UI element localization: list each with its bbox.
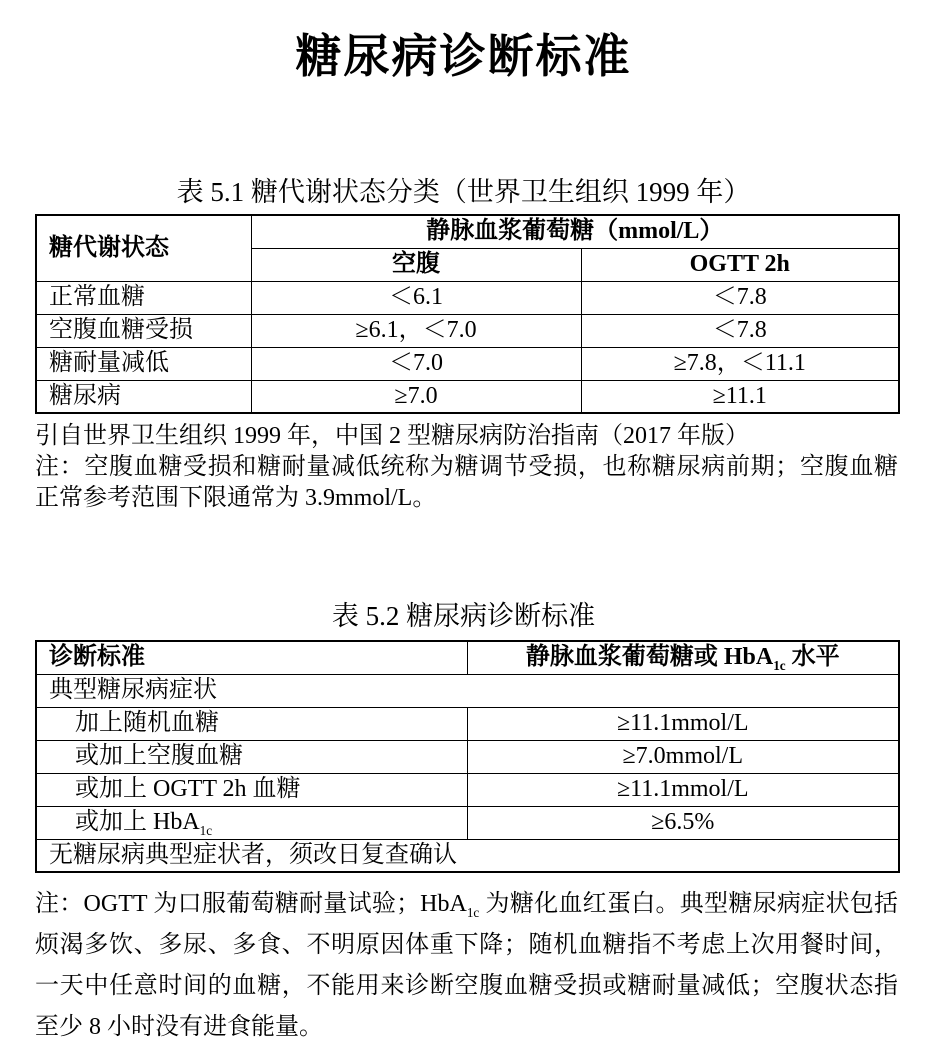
header-value-suffix: 水平 xyxy=(785,644,840,671)
table-row xyxy=(36,773,899,806)
state-cell: 糖耐量减低 xyxy=(36,347,251,380)
fasting-cell: ＜7.0 xyxy=(251,347,581,380)
state-cell: 糖尿病 xyxy=(36,380,251,413)
hba1c-subscript: 1c xyxy=(199,822,213,838)
fasting-cell: ≥7.0 xyxy=(251,380,581,413)
table-row xyxy=(36,347,899,380)
value-cell: ≥6.5% xyxy=(467,806,899,839)
glucose-classification-table xyxy=(35,214,900,414)
table1-caption: 表 5.1 糖代谢状态分类（世界卫生组织 1999 年） xyxy=(176,177,751,207)
typical-symptoms-cell: 典型糖尿病症状 xyxy=(36,674,899,707)
note-suffix: 为糖化血红蛋白。典型糖尿病症状包括烦渴多饮、多尿、多食、不明原因体重下降；随机血糖指不考虑上次用餐时间，一天中任意时间的血糖，不能用来诊断空腹血糖受损或糖耐量减低；空腹状态指至少 8 小时没有进食能量。 xyxy=(35,891,898,1040)
hba1c-subscript: 1c xyxy=(466,904,480,920)
value-cell: ≥11.1mmol/L xyxy=(467,707,899,740)
table1-footnotes xyxy=(35,421,898,514)
header-value-prefix: 静脉血浆葡萄糖或 HbA xyxy=(525,644,774,671)
table-row xyxy=(36,806,899,839)
ogtt-cell: ＜7.8 xyxy=(581,281,899,314)
table2-note-paragraph xyxy=(35,884,898,1048)
table-row xyxy=(36,215,899,248)
ogtt-cell: ≥11.1 xyxy=(581,380,899,413)
table-row xyxy=(36,380,899,413)
header-criteria: 诊断标准 xyxy=(36,641,467,674)
header-ogtt-2h: OGTT 2h xyxy=(581,248,899,281)
state-cell: 空腹血糖受损 xyxy=(36,314,251,347)
hba1c-label-prefix: 或加上 HbA xyxy=(75,809,200,836)
state-cell: 正常血糖 xyxy=(36,281,251,314)
table-row xyxy=(36,740,899,773)
table-row xyxy=(36,839,899,872)
criteria-cell: 加上随机血糖 xyxy=(36,707,467,740)
criteria-cell: 或加上空腹血糖 xyxy=(36,740,467,773)
table2-note xyxy=(35,884,898,1048)
document-title: 糖尿病诊断标准 xyxy=(295,31,632,82)
value-cell: ≥7.0mmol/L xyxy=(467,740,899,773)
table1-note-line: 注：空腹血糖受损和糖耐量减低统称为糖调节受损，也称糖尿病前期；空腹血糖正常参考范围下限通常为 3.9mmol/L。 xyxy=(35,454,898,511)
criteria-cell-hba1c xyxy=(36,806,467,839)
value-cell: ≥11.1mmol/L xyxy=(467,773,899,806)
header-venous-plasma-glucose: 静脉血浆葡萄糖（mmol/L） xyxy=(251,215,899,248)
criteria-cell: 或加上 OGTT 2h 血糖 xyxy=(36,773,467,806)
no-symptoms-cell: 无糖尿病典型症状者，须改日复查确认 xyxy=(36,839,899,872)
fasting-cell: ≥6.1，＜7.0 xyxy=(251,314,581,347)
hba1c-subscript: 1c xyxy=(773,658,786,674)
ogtt-cell: ≥7.8，＜11.1 xyxy=(581,347,899,380)
table-row xyxy=(36,314,899,347)
table2-caption: 表 5.2 糖尿病诊断标准 xyxy=(331,601,596,631)
fasting-cell: ＜6.1 xyxy=(251,281,581,314)
note-prefix: 注：OGTT 为口服葡萄糖耐量试验；HbA xyxy=(35,891,467,917)
header-fasting: 空腹 xyxy=(251,248,581,281)
header-state: 糖代谢状态 xyxy=(36,215,251,281)
table-row xyxy=(36,281,899,314)
ogtt-cell: ＜7.8 xyxy=(581,314,899,347)
table1-source-line: 引自世界卫生组织 1999 年，中国 2 型糖尿病防治指南（2017 年版） xyxy=(35,423,749,449)
table-row xyxy=(36,674,899,707)
diabetes-diagnosis-table xyxy=(35,640,900,873)
header-glucose-or-hba1c xyxy=(467,641,899,674)
table-row xyxy=(36,707,899,740)
table-row xyxy=(36,641,899,674)
